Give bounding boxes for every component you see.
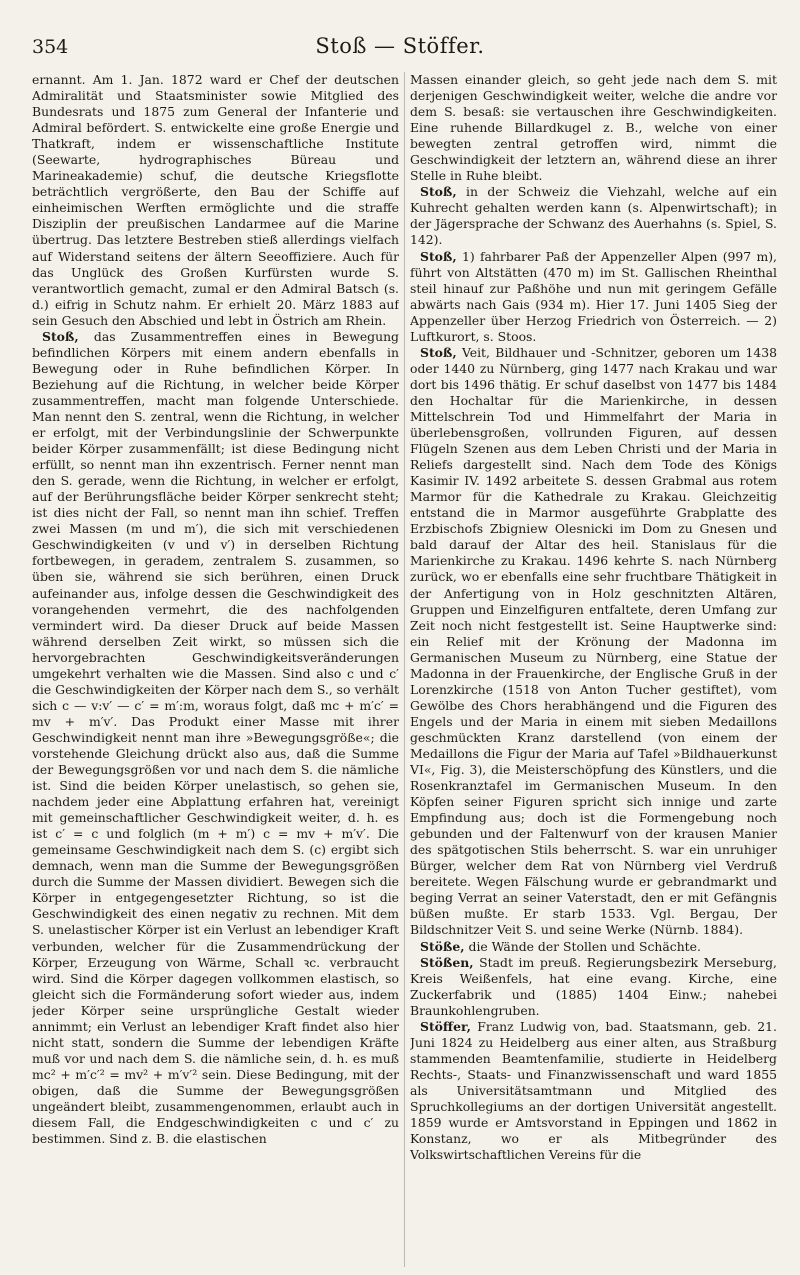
entry-text: ernannt. Am 1. Jan. 1872 ward er Chef der deutschen Admiralität und Staatsminister sowie Mitglied des Bundesrats und 1875 zum General der Infanterie und Admiral befördert. S. entwickelte eine große Energie und Thatkraft, indem er wissenschaftliche Institute (Seewarte, hydrographisches Büreau und Marineakademie) schuf, die deutsche Kriegsflotte beträchtlich vergrößerte, den Bau der Schiffe auf einheimischen Werften ermöglichte und die straffe Disziplin der preußischen Landarmee auf die Marine übertrug. Das letztere Bestreben stieß allerdings vielfach auf Widerstand seitens der ältern Seeoffiziere. Auch für das Unglück des Großen Kurfürsten wurde S. verantwortlich gemacht, zumal er den Admiral Batsch (s. d.) eifrig in Schutz nahm. Er erhielt 20. März 1883 auf sein Gesuch den Abschied und lebt in Östrich am Rhein. bbox=[32, 72, 399, 328]
entry-text: Veit, Bildhauer und -Schnitzer, geboren um 1438 oder 1440 zu Nürnberg, ging 1477 nach Krakau und war dort bis 1496 thätig. Er schuf daselbst von 1477 bis 1484 den Hochaltar für die Marienkirche, in dessen Mittelschrein Tod und Himmelfahrt der Maria in überlebensgroßen, vollrunden Figuren, auf dessen Flügeln Szenen aus dem Leben Christi und der Maria in Reliefs dargestellt sind. Nach dem Tode des Königs Kasimir IV. 1492 arbeitete S. dessen Grabmal aus rotem Marmor für die Kathedrale zu Krakau. Gleichzeitig entstand die in Marmor ausgeführte Grabplatte des Erzbischofs Zbigniew Olesnicki im Dom zu Gnesen und bald darauf der Altar des heil. Stanislaus für die Marienkirche zu Krakau. 1496 kehrte S. nach Nürnberg zurück, wo er ebenfalls eine sehr fruchtbare Thätigkeit in der Anfertigung von in Holz geschnitzten Altären, Gruppen und Einzelfiguren entfaltete, deren Umfang zur Zeit noch nicht festgestellt ist. Seine Hauptwerke sind: ein Relief mit der Krönung der Madonna im Germanischen Museum zu Nürnberg, eine Statue der Madonna in der Frauenkirche, der Englische Gruß in der Lorenzkirche (1518 von Anton Tucher gestiftet), vom Gewölbe des Chors herabhängend und die Figuren des Engels und der Maria in einem mit sieben Medaillons geschmückten Kranz darstellend (von einem der Medaillons die Figur der Maria auf Tafel »Bildhauerkunst VI«, Fig. 3), die Meisterschöpfung des Künstlers, und die Rosenkranztafel im Germanischen Museum. In den Köpfen seiner Figuren spricht sich innige und zarte Empfindung aus; doch ist die Formengebung noch gebunden und der Faltenwurf von der krausen Manier des spätgotischen Stils beherrscht. S. war ein unruhiger Bürger, welcher dem Rat von Nürnberg viel Verdruß bereitete. Wegen Fälschung wurde er gebrandmarkt und beging Verrat an seiner Vaterstadt, den er mit Gefängnis büßen mußte. Er starb 1533. Vgl. Bergau, Der Bildschnitzer Veit S. und seine Werke (Nürnb. 1884). bbox=[410, 344, 777, 938]
entry-text: in der Schweiz die Viehzahl, welche auf ein Kuhrecht gehalten werden kann (s. Alpenwirtschaft); in der Jägersprache der Schwanz des Auerhahns (s. Spiel, S. 142). bbox=[410, 184, 777, 248]
entry-continuation bbox=[410, 72, 777, 184]
dictionary-entry bbox=[410, 939, 777, 955]
column-divider bbox=[404, 72, 405, 1267]
entry-headword: Stöße, bbox=[420, 938, 465, 954]
page-header bbox=[32, 34, 768, 60]
entry-continuation bbox=[32, 72, 399, 329]
entry-headword: Stoß, bbox=[42, 328, 79, 344]
dictionary-entry bbox=[32, 329, 399, 1147]
running-title: Stoß — Stöffer. bbox=[315, 34, 485, 58]
page-number: 354 bbox=[32, 36, 69, 58]
entry-headword: Stoß, bbox=[420, 184, 457, 200]
entry-text: das Zusammentreffen eines in Bewegung befindlichen Körpers mit einem andern ebenfalls in Bewegung oder in Ruhe befindlichen Körper. In Beziehung auf die Richtung, in welcher beide Körper zusammentreffen, macht man folgende Unterschiede. Man nennt den S. zentral, wenn die Richtung, in welcher er erfolgt, mit der Verbindungslinie der Schwerpunkte beider Körper zusammenfällt; ist diese Bedingung nicht erfüllt, so nennt man ihn exzentrisch. Ferner nennt man den S. gerade, wenn die Richtung, in welcher er erfolgt, auf der Berührungsfläche beider Körper senkrecht steht; ist dies nicht der Fall, so nennt man ihn schief. Treffen zwei Massen (m und m′), die sich mit verschiedenen Geschwindigkeiten (v und v′) in derselben Richtung fortbewegen, in geradem, zentralem S. zusammen, so üben sie, während sie sich berühren, einen Druck aufeinander aus, infolge dessen die Geschwindigkeit des vorangehenden vermehrt, die des nachfolgenden vermindert wird. Da dieser Druck auf beide Massen während derselben Zeit wirkt, so müssen sich die hervorgebrachten Geschwindigkeitsveränderungen umgekehrt verhalten wie die Massen. Sind also c und c′ die Geschwindigkeiten der Körper nach dem S., so verhält sich c — v:v′ — c′ = m′:m, woraus folgt, daß mc + m′c′ = mv + m′v′. Das Produkt einer Masse mit ihrer Geschwindigkeit nennt man ihre »Bewegungsgröße«; die vorstehende Gleichung drückt also aus, daß die Summe der Bewegungsgrößen vor und nach dem S. die nämliche ist. Sind die beiden Körper unelastisch, so gehen sie, nachdem jeder eine Abplattung erfahren hat, vereinigt mit gemeinschaftlicher Geschwindigkeit weiter, d. h. es ist c′ = c und folglich (m + m′) c = mv + m′v′. Die gemeinsame Geschwindigkeit nach dem S. (c) ergibt sich demnach, wenn man die Summe der Bewegungsgrößen durch die Summe der Massen dividiert. Bewegen sich die Körper in entgegengesetzter Richtung, so ist die Geschwindigkeit des einen negativ zu rechnen. Mit dem S. unelastischer Körper ist ein Verlust an lebendiger Kraft verbunden, welcher für die Zusammendrückung der Körper, Erzeugung von Wärme, Schall ꝛc. verbraucht wird. Sind die Körper dagegen vollkommen elastisch, so gleicht sich die Formänderung sofort wieder aus, indem jeder Körper seine ursprüngliche Gestalt wieder annimmt; ein Verlust an lebendiger Kraft findet also hier nicht statt, sondern die Summe der lebendigen Kräfte muß vor und nach dem S. die nämliche sein, d. h. es muß mc² + m′c′² = mv² + m′v′² sein. Diese Bedingung, mit der obigen, daß die Summe der Bewegungsgrößen ungeändert bleibt, zusammengenommen, erlaubt auch in diesem Fall, die Endgeschwindigkeiten c und c′ zu bestimmen. Sind z. B. die elastischen bbox=[32, 328, 399, 1147]
text-columns bbox=[32, 72, 778, 1267]
right-column bbox=[410, 72, 777, 1267]
entry-headword: Stoß, bbox=[420, 248, 457, 264]
entry-text: die Wände der Stollen und Schächte. bbox=[468, 938, 701, 954]
entry-text: Franz Ludwig von, bad. Staatsmann, geb. 21. Juni 1824 zu Heidelberg aus einer alten, aus Straßburg stammenden Beamtenfamilie, studierte in Heidelberg Rechts-, Staats- und Finanzwissenschaft und ward 1855 als Universitätsamtmann und Mitglied des Spruchkollegiums an der dortigen Universität angestellt. 1859 wurde er Amtsvorstand in Eppingen und 1862 in Konstanz, wo er als Mitbegründer des Volkswirtschaftlichen Vereins für die bbox=[410, 1018, 777, 1163]
entry-headword: Stöffer, bbox=[420, 1018, 471, 1034]
entry-text: Stadt im preuß. Regierungsbezirk Merseburg, Kreis Weißenfels, hat eine evang. Kirche, eine Zuckerfabrik und (1885) 1404 Einw.; nahebei Braunkohlengruben. bbox=[410, 954, 777, 1018]
left-column bbox=[32, 72, 399, 1267]
entry-headword: Stößen, bbox=[420, 954, 474, 970]
entry-text: 1) fahrbarer Paß der Appenzeller Alpen (997 m), führt von Altstätten (470 m) im St. Gallischen Rheinthal steil hinauf zur Paßhöhe und nun mit geringem Gefälle abwärts nach Gais (934 m). Hier 17. Juni 1405 Sieg der Appenzeller über Herzog Friedrich von Österreich. — 2) Luftkurort, s. Stoos. bbox=[410, 248, 777, 344]
entry-text: Massen einander gleich, so geht jede nach dem S. mit derjenigen Geschwindigkeit weiter, welche die andre vor dem S. besaß: sie vertauschen ihre Geschwindigkeiten. Eine ruhende Billardkugel z. B., welche von einer bewegten zentral getroffen wird, nimmt die Geschwindigkeit der letztern an, während diese an ihrer Stelle in Ruhe bleibt. bbox=[410, 72, 777, 184]
dictionary-entry bbox=[410, 1019, 777, 1163]
dictionary-entry bbox=[410, 345, 777, 939]
entry-headword: Stoß, bbox=[420, 344, 457, 360]
dictionary-entry bbox=[410, 249, 777, 345]
dictionary-entry bbox=[410, 955, 777, 1019]
dictionary-entry bbox=[410, 184, 777, 248]
